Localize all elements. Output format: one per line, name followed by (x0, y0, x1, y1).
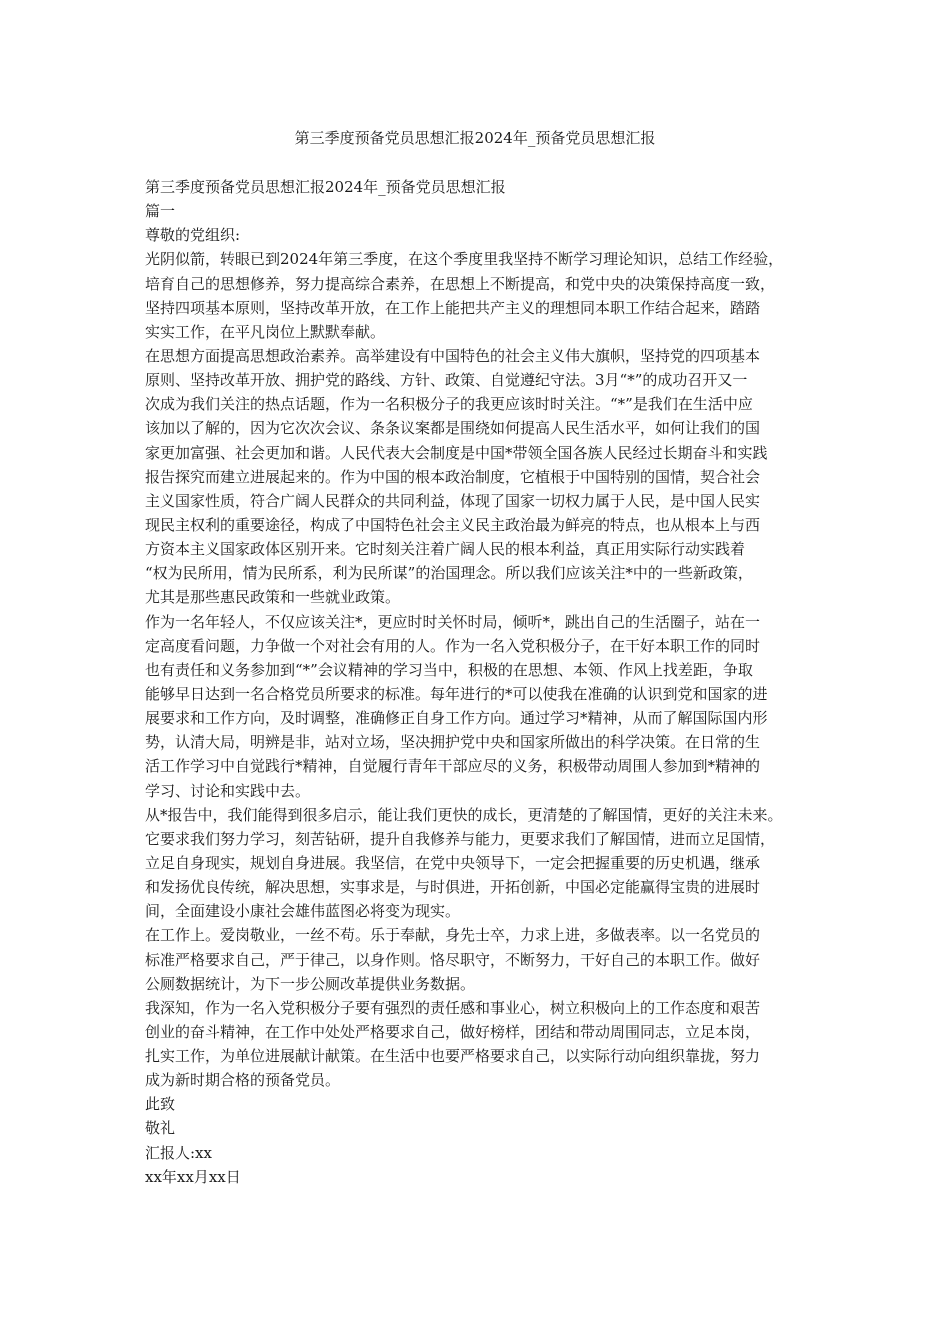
body-line: 尤其是那些惠民政策和一些就业政策。 (145, 588, 401, 607)
body-line: 展要求和工作方向，及时调整，准确修正自身工作方向。通过学习*精神，从而了解国际国内形 (145, 709, 768, 728)
body-line: “权为民所用，情为民所系，利为民所谋”的治国理念。所以我们应该关注*中的一些新政策， (145, 564, 753, 583)
body-line: 家更加富强、社会更加和谐。人民代表大会制度是中国*带领全国各族人民经过长期奋斗和实践 (145, 443, 768, 462)
body-line: 定高度看问题，力争做一个对社会有用的人。作为一名入党积极分子，在干好本职工作的同时 (145, 636, 761, 655)
body-line: 次成为我们关注的热点话题，作为一名积极分子的我更应该时时关注。“*”是我们在生活中应 (145, 395, 753, 414)
body-line: 公厕数据统计，为下一步公厕改革提供业务数据。 (145, 974, 476, 993)
body-line: 主义国家性质，符合广阔人民群众的共同利益，体现了国家一切权力属于人民，是中国人民实 (145, 491, 761, 510)
body-line: 和发扬优良传统，解决思想，实事求是，与时俱进，开拓创新，中国必定能赢得宝贵的进展时 (145, 878, 761, 897)
body-line: 间，全面建设小康社会雄伟蓝图必将变为现实。 (145, 902, 461, 921)
body-line: 势，认清大局，明辨是非，站对立场，坚决拥护党中央和国家所做出的科学决策。在日常的生 (145, 733, 761, 752)
body-line: 培育自己的思想修养，努力提高综合素养，在思想上不断提高，和党中央的决策保持高度一致， (145, 274, 776, 293)
body-line: 创业的奋斗精神，在工作中处处严格要求自己，做好榜样，团结和带动周围同志，立足本岗， (145, 1022, 761, 1041)
body-line: 在思想方面提高思想政治素养。高举建设有中国特色的社会主义伟大旗帜，坚持党的四项基本 (145, 346, 761, 365)
body-line: 学习、讨论和实践中去。 (145, 781, 311, 800)
document-title: 第三季度预备党员思想汇报2024年_预备党员思想汇报 (294, 129, 656, 147)
body-line: 原则、坚持改革开放、拥护党的路线、方针、政策、自觉遵纪守法。3月“*”的成功召开又一 (145, 371, 748, 390)
body-line: 方资本主义国家政体区别开来。它时刻关注着广阔人民的根本利益，真正用实际行动实践着 (145, 540, 746, 559)
body-line: 也有责任和义务参加到“*”会议精神的学习当中，积极的在思想、本领、作风上找差距，争取 (145, 660, 753, 679)
body-line: 立足自身现实，规划自身进展。我坚信，在党中央领导下，一定会把握重要的历史机遇，继承 (145, 853, 761, 872)
body-line: 坚持四项基本原则，坚持改革开放，在工作上能把共产主义的理想同本职工作结合起来，踏踏 (145, 298, 761, 317)
body-line: 篇一 (145, 202, 176, 221)
body-line: 在工作上。爱岗敬业，一丝不苟。乐于奉献，身先士卒，力求上进，多做表率。以一名党员的 (145, 926, 761, 945)
body-line: 实实工作，在平凡岗位上默默奉献。 (145, 322, 386, 341)
body-line: 标准严格要求自己，严于律己，以身作则。恪尽职守，不断努力，干好自己的本职工作。做好 (145, 950, 761, 969)
body-line: 敬礼 (145, 1119, 176, 1138)
body-line: 第三季度预备党员思想汇报2024年_预备党员思想汇报 (145, 178, 506, 196)
document-body (145, 175, 815, 1189)
body-line: 扎实工作，为单位进展献计献策。在生活中也要严格要求自己，以实际行动向组织靠拢，努力 (145, 1047, 761, 1066)
body-line: 活工作学习中自觉践行*精神，自觉履行青年干部应尽的义务，积极带动周围人参加到*精神的 (145, 757, 761, 776)
body-line: xx年xx月xx日 (145, 1167, 241, 1186)
body-line: 此致 (145, 1095, 176, 1114)
body-line: 它要求我们努力学习，刻苦钻研，提升自我修养与能力，更要求我们了解国情，进而立足国情， (145, 829, 776, 848)
body-line: 尊敬的党组织: (145, 226, 241, 245)
body-line: 该加以了解的，因为它次次会议、条条议案都是围绕如何提高人民生活水平，如何让我们的国 (145, 419, 761, 438)
body-line: 汇报人:xx (145, 1143, 212, 1162)
body-line: 能够早日达到一名合格党员所要求的标准。每年进行的*可以使我在准确的认识到党和国家的进 (145, 684, 768, 703)
body-line: 我深知，作为一名入党积极分子要有强烈的责任感和事业心，树立积极向上的工作态度和艰苦 (145, 998, 761, 1017)
body-line: 光阴似箭，转眼已到2024年第三季度，在这个季度里我坚持不断学习理论知识，总结工作经验， (145, 250, 784, 269)
body-line: 成为新时期合格的预备党员。 (145, 1071, 341, 1090)
body-line: 报告探究而建立进展起来的。作为中国的根本政治制度，它植根于中国特别的国情，契合社会 (145, 467, 761, 486)
body-line: 现民主权利的重要途径，构成了中国特色社会主义民主政治最为鲜亮的特点，也从根本上与西 (145, 515, 761, 534)
body-line: 从*报告中，我们能得到很多启示，能让我们更快的成长，更清楚的了解国情，更好的关注未来。 (145, 805, 783, 824)
body-line: 作为一名年轻人，不仅应该关注*，更应时时关怀时局，倾听*，跳出自己的生活圈子，站在一 (145, 612, 761, 631)
